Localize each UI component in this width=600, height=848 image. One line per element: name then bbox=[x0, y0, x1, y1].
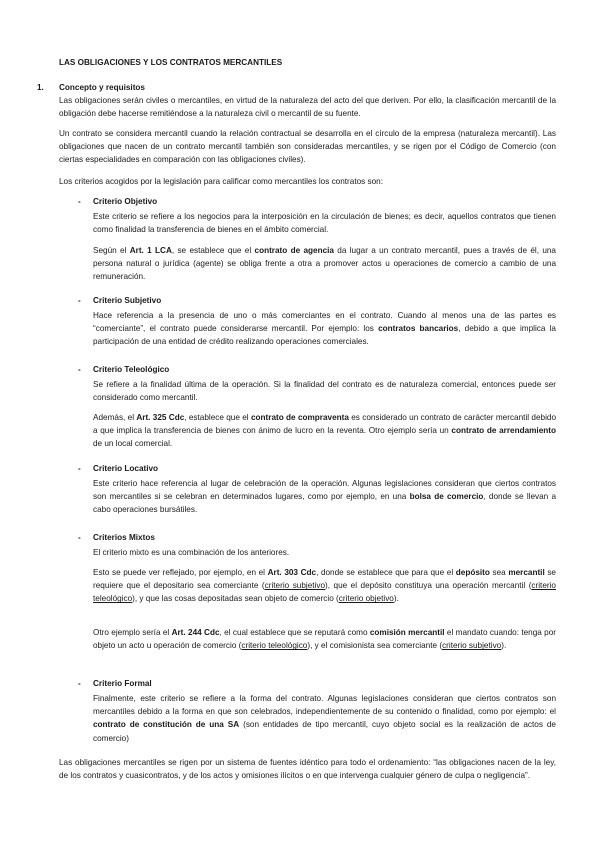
closing-paragraph: Las obligaciones mercantiles se rigen por un sistema de fuentes idéntico para todo el ordenamiento: “las obligaciones nacen de la ley, de los contratos y cuasicontratos, y de los actos y omisiones ilícitos o en que intervenga cualquier género de culpa o negligencia”. bbox=[59, 758, 556, 781]
bullet-dash: - bbox=[78, 679, 81, 688]
bullet-dash: - bbox=[78, 533, 81, 542]
document-title: LAS OBLIGACIONES Y LOS CONTRATOS MERCANTILES bbox=[59, 58, 283, 67]
criterios-mixtos-paragraph-2: Esto se puede ver reflejado, por ejemplo, en el Art. 303 Cdc, donde se establece que para que el depósito sea mercantil se requiere que el depositario sea comerciante (criterio subjetivo), que el depósito constituya una operación mercantil (criterio teleológico), y que las cosas depositadas sean objeto de comercio (criterio objetivo). bbox=[93, 568, 556, 604]
criterio-formal-title: Criterio Formal bbox=[93, 679, 152, 688]
criterio-formal-paragraph-1: Finalmente, este criterio se refiere a la forma del contrato. Algunas legislaciones consideran que ciertos contratos son mercantiles debido a la forma en que son celebrados, independientemente de su contenido o finalidad, como por ejemplo: el contrato de constitución de una SA (son entidades de tipo mercantil, cuyo objeto social es la realización de actos de comercio) bbox=[93, 694, 556, 743]
criterio-teleologico-paragraph-1: Se refiere a la finalidad última de la operación. Si la finalidad del contrato es de naturaleza comercial, entonces puede ser considerado como mercantil. bbox=[93, 380, 556, 403]
criterio-locativo-paragraph-1: Este criterio hace referencia al lugar de celebración de la operación. Algunas legislaciones consideran que ciertos contratos son mercantiles si se celebran en determinados lugares, como por ejemplo, en una bolsa de comercio, donde se llevan a cabo operaciones bursátiles. bbox=[93, 479, 557, 515]
criterio-locativo-title: Criterio Locativo bbox=[93, 464, 159, 473]
criterio-objetivo-paragraph-1: Este criterio se refiere a los negocios para la interposición en la circulación de bienes; es decir, aquellos contratos que tienen como finalidad la transferencia de bienes en el ámbito comercial. bbox=[93, 212, 556, 235]
criterio-objetivo-paragraph-2: Según el Art. 1 LCA, se establece que el contrato de agencia da lugar a un contrato mercantil, pues a través de él, una persona natural o jurídica (agente) se obliga frente a otra a promover actos u operaciones de comercio a cambio de una remuneración. bbox=[93, 246, 556, 282]
criterio-subjetivo-paragraph-1: Hace referencia a la presencia de uno o más comerciantes en el contrato. Cuando al menos una de las partes es “comerciante”, el contrato puede considerarse mercantil. Por ejemplo: los contratos bancarios, debido a que implica la participación de una entidad de crédito realizando operaciones comerciales. bbox=[93, 311, 556, 347]
criterio-teleologico-paragraph-2: Además, el Art. 325 Cdc, establece que el contrato de compraventa es considerado un contrato de carácter mercantil debido a que implica la transferencia de bienes con ánimo de lucro en la reventa. Otro ejemplo sería un contrato de arrendamiento de un local comercial. bbox=[93, 413, 556, 449]
section-number: 1. bbox=[37, 83, 44, 92]
criterios-mixtos-paragraph-1: El criterio mixto es una combinación de los anteriores. bbox=[93, 548, 290, 557]
section-paragraph-2: Un contrato se considera mercantil cuando la relación contractual se desarrolla en el círculo de la empresa (naturaleza mercantil). Las obligaciones que nacen de un contrato mercantil también son consideradas mercantiles, y se rigen por el Código de Comercio (con ciertas especialidades en comparación con las obligaciones civiles). bbox=[59, 129, 556, 165]
criterio-subjetivo-title: Criterio Subjetivo bbox=[93, 296, 162, 305]
section-paragraph-3: Los criterios acogidos por la legislación para calificar como mercantiles los contratos son: bbox=[59, 177, 384, 186]
criterios-mixtos-paragraph-3: Otro ejemplo sería el Art. 244 Cdc, el cual establece que se reputará como comisión mercantil el mandato cuando: tenga por objeto un acto u operación de comercio (criterio teleológico), y el comisionista sea comerciante (criterio subjetivo). bbox=[93, 628, 557, 651]
section-paragraph-1: Las obligaciones serán civiles o mercantiles, en virtud de la naturaleza del acto del que deriven. Por ello, la clasificación mercantil de la obligación debe hacerse remitiéndose a la naturaleza civil o mercantil de su fuente. bbox=[59, 96, 556, 119]
bullet-dash: - bbox=[78, 197, 81, 206]
criterio-teleologico-title: Criterio Teleológico bbox=[93, 365, 170, 374]
criterios-mixtos-title: Criterios Mixtos bbox=[93, 533, 155, 542]
bullet-dash: - bbox=[78, 365, 81, 374]
section-title: Concepto y requisitos bbox=[59, 83, 145, 92]
bullet-dash: - bbox=[78, 296, 81, 305]
criterio-objetivo-title: Criterio Objetivo bbox=[93, 197, 158, 206]
bullet-dash: - bbox=[78, 464, 81, 473]
